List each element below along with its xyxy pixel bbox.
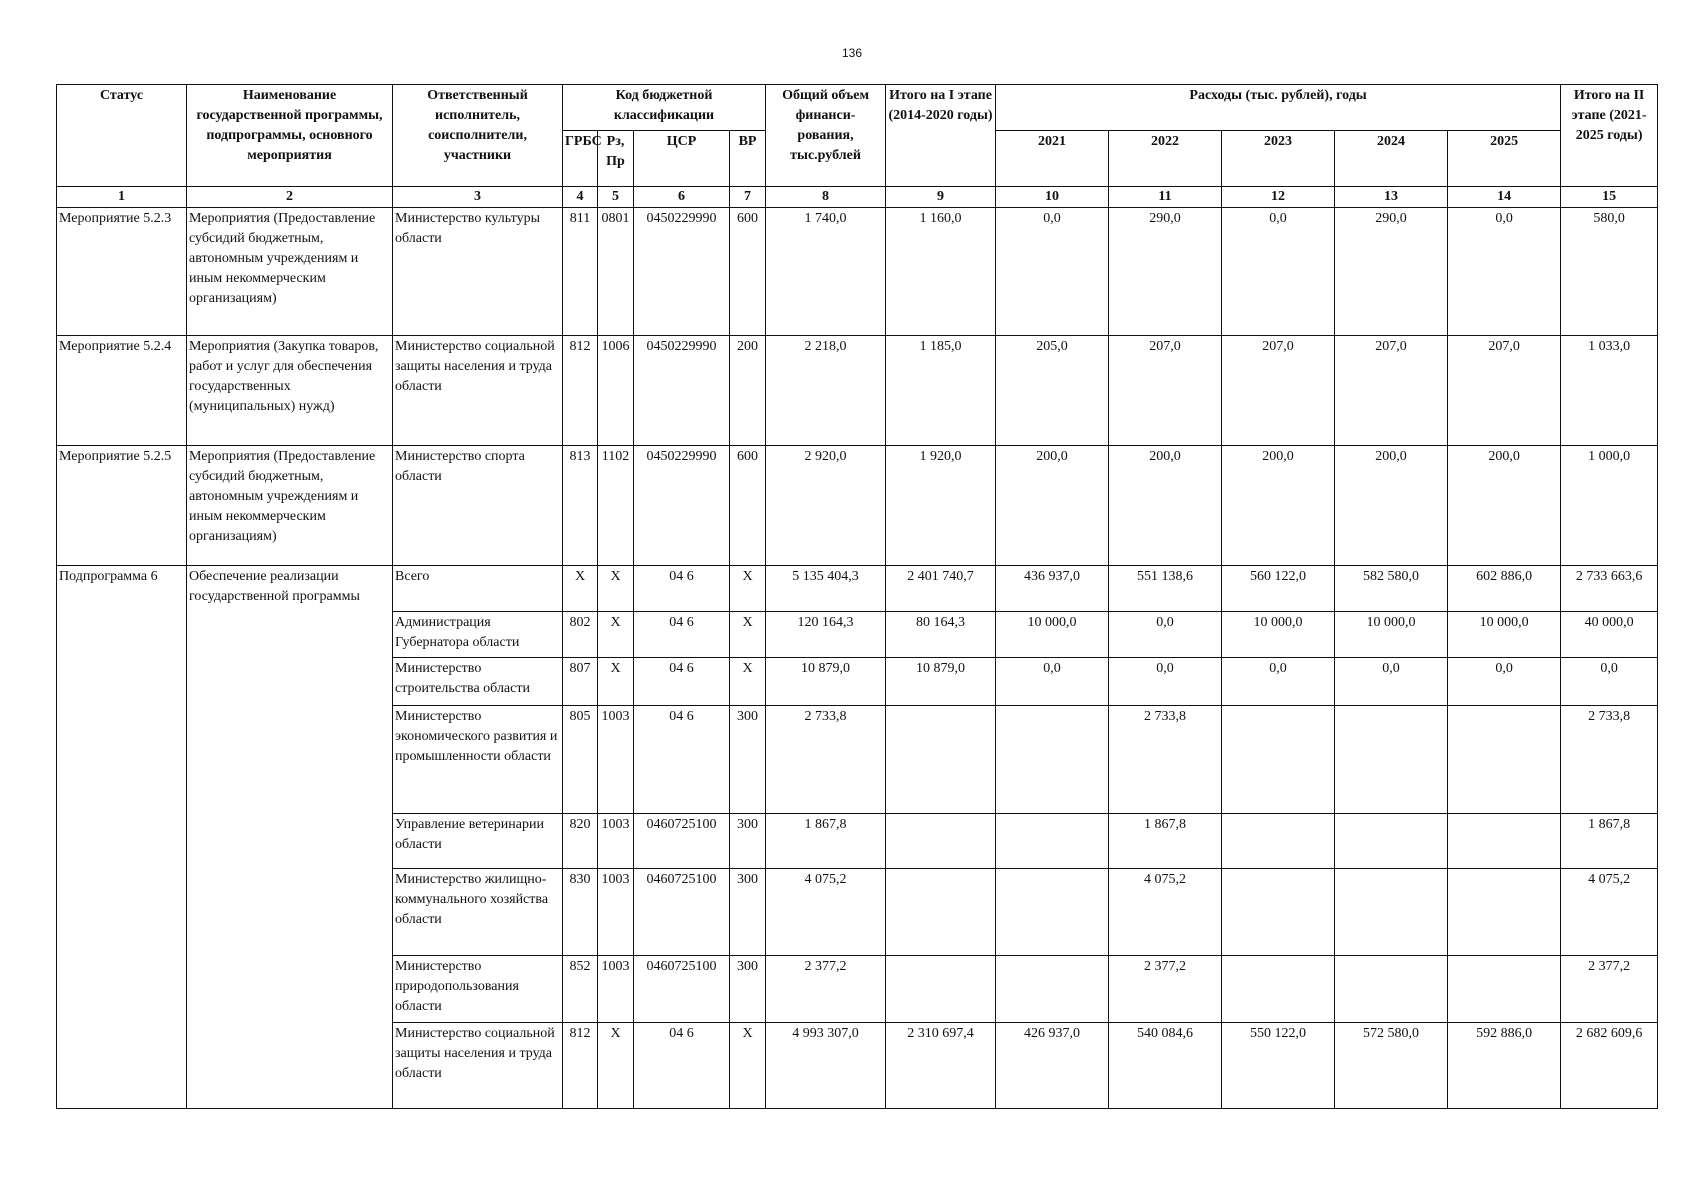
row-rz: Х [598, 612, 634, 658]
row-rz: 1003 [598, 869, 634, 956]
row-stage2: 2 733,8 [1561, 706, 1658, 814]
row-vr: 300 [730, 814, 766, 869]
row-total: 120 164,3 [766, 612, 886, 658]
row-total: 4 075,2 [766, 869, 886, 956]
row-y2024 [1335, 869, 1448, 956]
column-number: 14 [1448, 187, 1561, 208]
row-rz: Х [598, 658, 634, 706]
row-y2025 [1448, 814, 1561, 869]
row-total: 4 993 307,0 [766, 1023, 886, 1109]
row-y2023 [1222, 869, 1335, 956]
row-stage2: 0,0 [1561, 658, 1658, 706]
row-y2023 [1222, 814, 1335, 869]
row-responsible: Министерство социальной защиты населения и труда области [393, 336, 563, 446]
row-vr: 300 [730, 869, 766, 956]
row-grbs: 820 [563, 814, 598, 869]
row-y2025 [1448, 706, 1561, 814]
row-y2025 [1448, 869, 1561, 956]
row-total: 5 135 404,3 [766, 566, 886, 612]
column-numbers-row [57, 187, 1658, 208]
row-csr: 0460725100 [634, 956, 730, 1023]
row-stage2: 1 867,8 [1561, 814, 1658, 869]
row-csr: 0450229990 [634, 208, 730, 336]
header-total-financing: Общий объем финанси-рования, тыс.рублей [766, 85, 886, 187]
row-total: 1 740,0 [766, 208, 886, 336]
header-program-name: Наименование государственной программы, подпрограммы, основного мероприятия [187, 85, 393, 187]
row-y2025: 10 000,0 [1448, 612, 1561, 658]
row-grbs: 802 [563, 612, 598, 658]
row-stage1 [886, 869, 996, 956]
row-csr: 0460725100 [634, 869, 730, 956]
row-y2022: 290,0 [1109, 208, 1222, 336]
row-y2022: 4 075,2 [1109, 869, 1222, 956]
row-rz: 1003 [598, 814, 634, 869]
row-csr: 04 6 [634, 658, 730, 706]
header-year: 2024 [1335, 131, 1448, 187]
column-number: 5 [598, 187, 634, 208]
row-total: 2 218,0 [766, 336, 886, 446]
row-responsible: Всего [393, 566, 563, 612]
row-rz: 1102 [598, 446, 634, 566]
row-grbs: 813 [563, 446, 598, 566]
row-stage2: 580,0 [1561, 208, 1658, 336]
row-stage1: 2 401 740,7 [886, 566, 996, 612]
header-stage2: Итого на II этапе (2021-2025 годы) [1561, 85, 1658, 187]
row-stage1: 80 164,3 [886, 612, 996, 658]
row-y2021 [996, 956, 1109, 1023]
row-y2023: 550 122,0 [1222, 1023, 1335, 1109]
subprogram-status: Подпрограмма 6 [57, 566, 187, 1109]
column-number: 9 [886, 187, 996, 208]
budget-table [56, 84, 1658, 1109]
row-y2022: 0,0 [1109, 658, 1222, 706]
row-rz: 0801 [598, 208, 634, 336]
row-stage2: 4 075,2 [1561, 869, 1658, 956]
row-rz: Х [598, 1023, 634, 1109]
row-status: Мероприятие 5.2.5 [57, 446, 187, 566]
header-responsible: Ответственный исполнитель, соисполнители, участники [393, 85, 563, 187]
row-name: Мероприятия (Закупка товаров, работ и услуг для обеспечения государственных (муниципальных) нужд) [187, 336, 393, 446]
column-number: 7 [730, 187, 766, 208]
row-vr: Х [730, 658, 766, 706]
row-y2023: 10 000,0 [1222, 612, 1335, 658]
row-vr: 300 [730, 706, 766, 814]
table-row [57, 566, 1658, 612]
row-y2022: 207,0 [1109, 336, 1222, 446]
row-total: 2 733,8 [766, 706, 886, 814]
row-grbs: 805 [563, 706, 598, 814]
row-y2021: 0,0 [996, 658, 1109, 706]
row-total: 10 879,0 [766, 658, 886, 706]
row-grbs: Х [563, 566, 598, 612]
row-y2021 [996, 814, 1109, 869]
row-status: Мероприятие 5.2.3 [57, 208, 187, 336]
header-grbs: ГРБС [563, 131, 598, 187]
table-row [57, 446, 1658, 566]
row-status: Мероприятие 5.2.4 [57, 336, 187, 446]
row-y2024: 290,0 [1335, 208, 1448, 336]
row-csr: 04 6 [634, 612, 730, 658]
row-y2022: 0,0 [1109, 612, 1222, 658]
row-y2023: 0,0 [1222, 208, 1335, 336]
row-y2024 [1335, 706, 1448, 814]
row-vr: 300 [730, 956, 766, 1023]
row-stage2: 2 377,2 [1561, 956, 1658, 1023]
row-y2023 [1222, 956, 1335, 1023]
table-row [57, 336, 1658, 446]
row-rz: Х [598, 566, 634, 612]
row-y2021: 0,0 [996, 208, 1109, 336]
row-y2024: 207,0 [1335, 336, 1448, 446]
column-number: 3 [393, 187, 563, 208]
row-name: Мероприятия (Предоставление субсидий бюджетным, автономным учреждениям и иным некоммерческим организациям) [187, 208, 393, 336]
row-stage2: 2 733 663,6 [1561, 566, 1658, 612]
row-y2024: 572 580,0 [1335, 1023, 1448, 1109]
row-y2021: 436 937,0 [996, 566, 1109, 612]
row-stage1: 10 879,0 [886, 658, 996, 706]
row-grbs: 830 [563, 869, 598, 956]
subprogram-name: Обеспечение реализации государственной программы [187, 566, 393, 1109]
row-grbs: 811 [563, 208, 598, 336]
column-number: 15 [1561, 187, 1658, 208]
row-y2021: 200,0 [996, 446, 1109, 566]
row-y2021 [996, 706, 1109, 814]
row-rz: 1003 [598, 956, 634, 1023]
header-stage1: Итого на I этапе (2014-2020 годы) [886, 85, 996, 187]
row-total: 1 867,8 [766, 814, 886, 869]
row-csr: 04 6 [634, 566, 730, 612]
row-total: 2 920,0 [766, 446, 886, 566]
row-y2023: 200,0 [1222, 446, 1335, 566]
row-y2021: 205,0 [996, 336, 1109, 446]
header-year: 2021 [996, 131, 1109, 187]
row-y2023 [1222, 706, 1335, 814]
row-y2024: 10 000,0 [1335, 612, 1448, 658]
row-csr: 0450229990 [634, 446, 730, 566]
row-responsible: Министерство строительства области [393, 658, 563, 706]
header-expenses: Расходы (тыс. рублей), годы [996, 85, 1561, 131]
header-rz-pr: Рз, Пр [598, 131, 634, 187]
row-grbs: 807 [563, 658, 598, 706]
column-number: 8 [766, 187, 886, 208]
row-vr: 200 [730, 336, 766, 446]
row-vr: Х [730, 612, 766, 658]
row-stage1 [886, 706, 996, 814]
row-y2024 [1335, 956, 1448, 1023]
row-responsible: Министерство природопользования области [393, 956, 563, 1023]
row-stage1: 1 185,0 [886, 336, 996, 446]
row-stage1: 1 160,0 [886, 208, 996, 336]
header-year: 2022 [1109, 131, 1222, 187]
row-responsible: Министерство экономического развития и промышленности области [393, 706, 563, 814]
page-number: 136 [841, 46, 863, 60]
row-y2022: 200,0 [1109, 446, 1222, 566]
row-rz: 1006 [598, 336, 634, 446]
row-grbs: 852 [563, 956, 598, 1023]
row-total: 2 377,2 [766, 956, 886, 1023]
row-stage2: 1 033,0 [1561, 336, 1658, 446]
row-vr: 600 [730, 446, 766, 566]
row-stage1: 1 920,0 [886, 446, 996, 566]
row-y2023: 560 122,0 [1222, 566, 1335, 612]
row-y2024: 582 580,0 [1335, 566, 1448, 612]
row-grbs: 812 [563, 1023, 598, 1109]
row-grbs: 812 [563, 336, 598, 446]
row-name: Мероприятия (Предоставление субсидий бюджетным, автономным учреждениям и иным некоммерческим организациям) [187, 446, 393, 566]
row-stage2: 2 682 609,6 [1561, 1023, 1658, 1109]
row-stage2: 40 000,0 [1561, 612, 1658, 658]
row-vr: Х [730, 566, 766, 612]
header-vr: ВР [730, 131, 766, 187]
row-vr: 600 [730, 208, 766, 336]
row-stage1: 2 310 697,4 [886, 1023, 996, 1109]
column-number: 6 [634, 187, 730, 208]
row-csr: 04 6 [634, 1023, 730, 1109]
row-y2023: 0,0 [1222, 658, 1335, 706]
column-number: 11 [1109, 187, 1222, 208]
header-year: 2025 [1448, 131, 1561, 187]
row-responsible: Министерство жилищно-коммунального хозяйства области [393, 869, 563, 956]
row-y2022: 551 138,6 [1109, 566, 1222, 612]
row-y2025: 200,0 [1448, 446, 1561, 566]
row-stage1 [886, 814, 996, 869]
header-budget-code: Код бюджетной классификации [563, 85, 766, 131]
row-rz: 1003 [598, 706, 634, 814]
row-y2025: 592 886,0 [1448, 1023, 1561, 1109]
row-y2022: 2 733,8 [1109, 706, 1222, 814]
row-responsible: Администрация Губернатора области [393, 612, 563, 658]
row-csr: 0460725100 [634, 814, 730, 869]
row-y2022: 1 867,8 [1109, 814, 1222, 869]
column-number: 1 [57, 187, 187, 208]
row-responsible: Министерство спорта области [393, 446, 563, 566]
header-status: Статус [57, 85, 187, 187]
row-y2022: 2 377,2 [1109, 956, 1222, 1023]
row-y2022: 540 084,6 [1109, 1023, 1222, 1109]
row-stage1 [886, 956, 996, 1023]
row-y2025 [1448, 956, 1561, 1023]
row-responsible: Министерство культуры области [393, 208, 563, 336]
row-y2021: 426 937,0 [996, 1023, 1109, 1109]
header-csr: ЦСР [634, 131, 730, 187]
row-csr: 0450229990 [634, 336, 730, 446]
row-y2023: 207,0 [1222, 336, 1335, 446]
row-responsible: Министерство социальной защиты населения и труда области [393, 1023, 563, 1109]
table-row [57, 208, 1658, 336]
row-csr: 04 6 [634, 706, 730, 814]
row-y2024: 0,0 [1335, 658, 1448, 706]
row-y2025: 0,0 [1448, 658, 1561, 706]
row-y2021: 10 000,0 [996, 612, 1109, 658]
column-number: 13 [1335, 187, 1448, 208]
header-year: 2023 [1222, 131, 1335, 187]
row-y2025: 0,0 [1448, 208, 1561, 336]
column-number: 4 [563, 187, 598, 208]
row-vr: Х [730, 1023, 766, 1109]
column-number: 10 [996, 187, 1109, 208]
row-y2025: 602 886,0 [1448, 566, 1561, 612]
row-responsible: Управление ветеринарии области [393, 814, 563, 869]
column-number: 2 [187, 187, 393, 208]
row-y2021 [996, 869, 1109, 956]
column-number: 12 [1222, 187, 1335, 208]
row-stage2: 1 000,0 [1561, 446, 1658, 566]
row-y2024 [1335, 814, 1448, 869]
row-y2024: 200,0 [1335, 446, 1448, 566]
row-y2025: 207,0 [1448, 336, 1561, 446]
